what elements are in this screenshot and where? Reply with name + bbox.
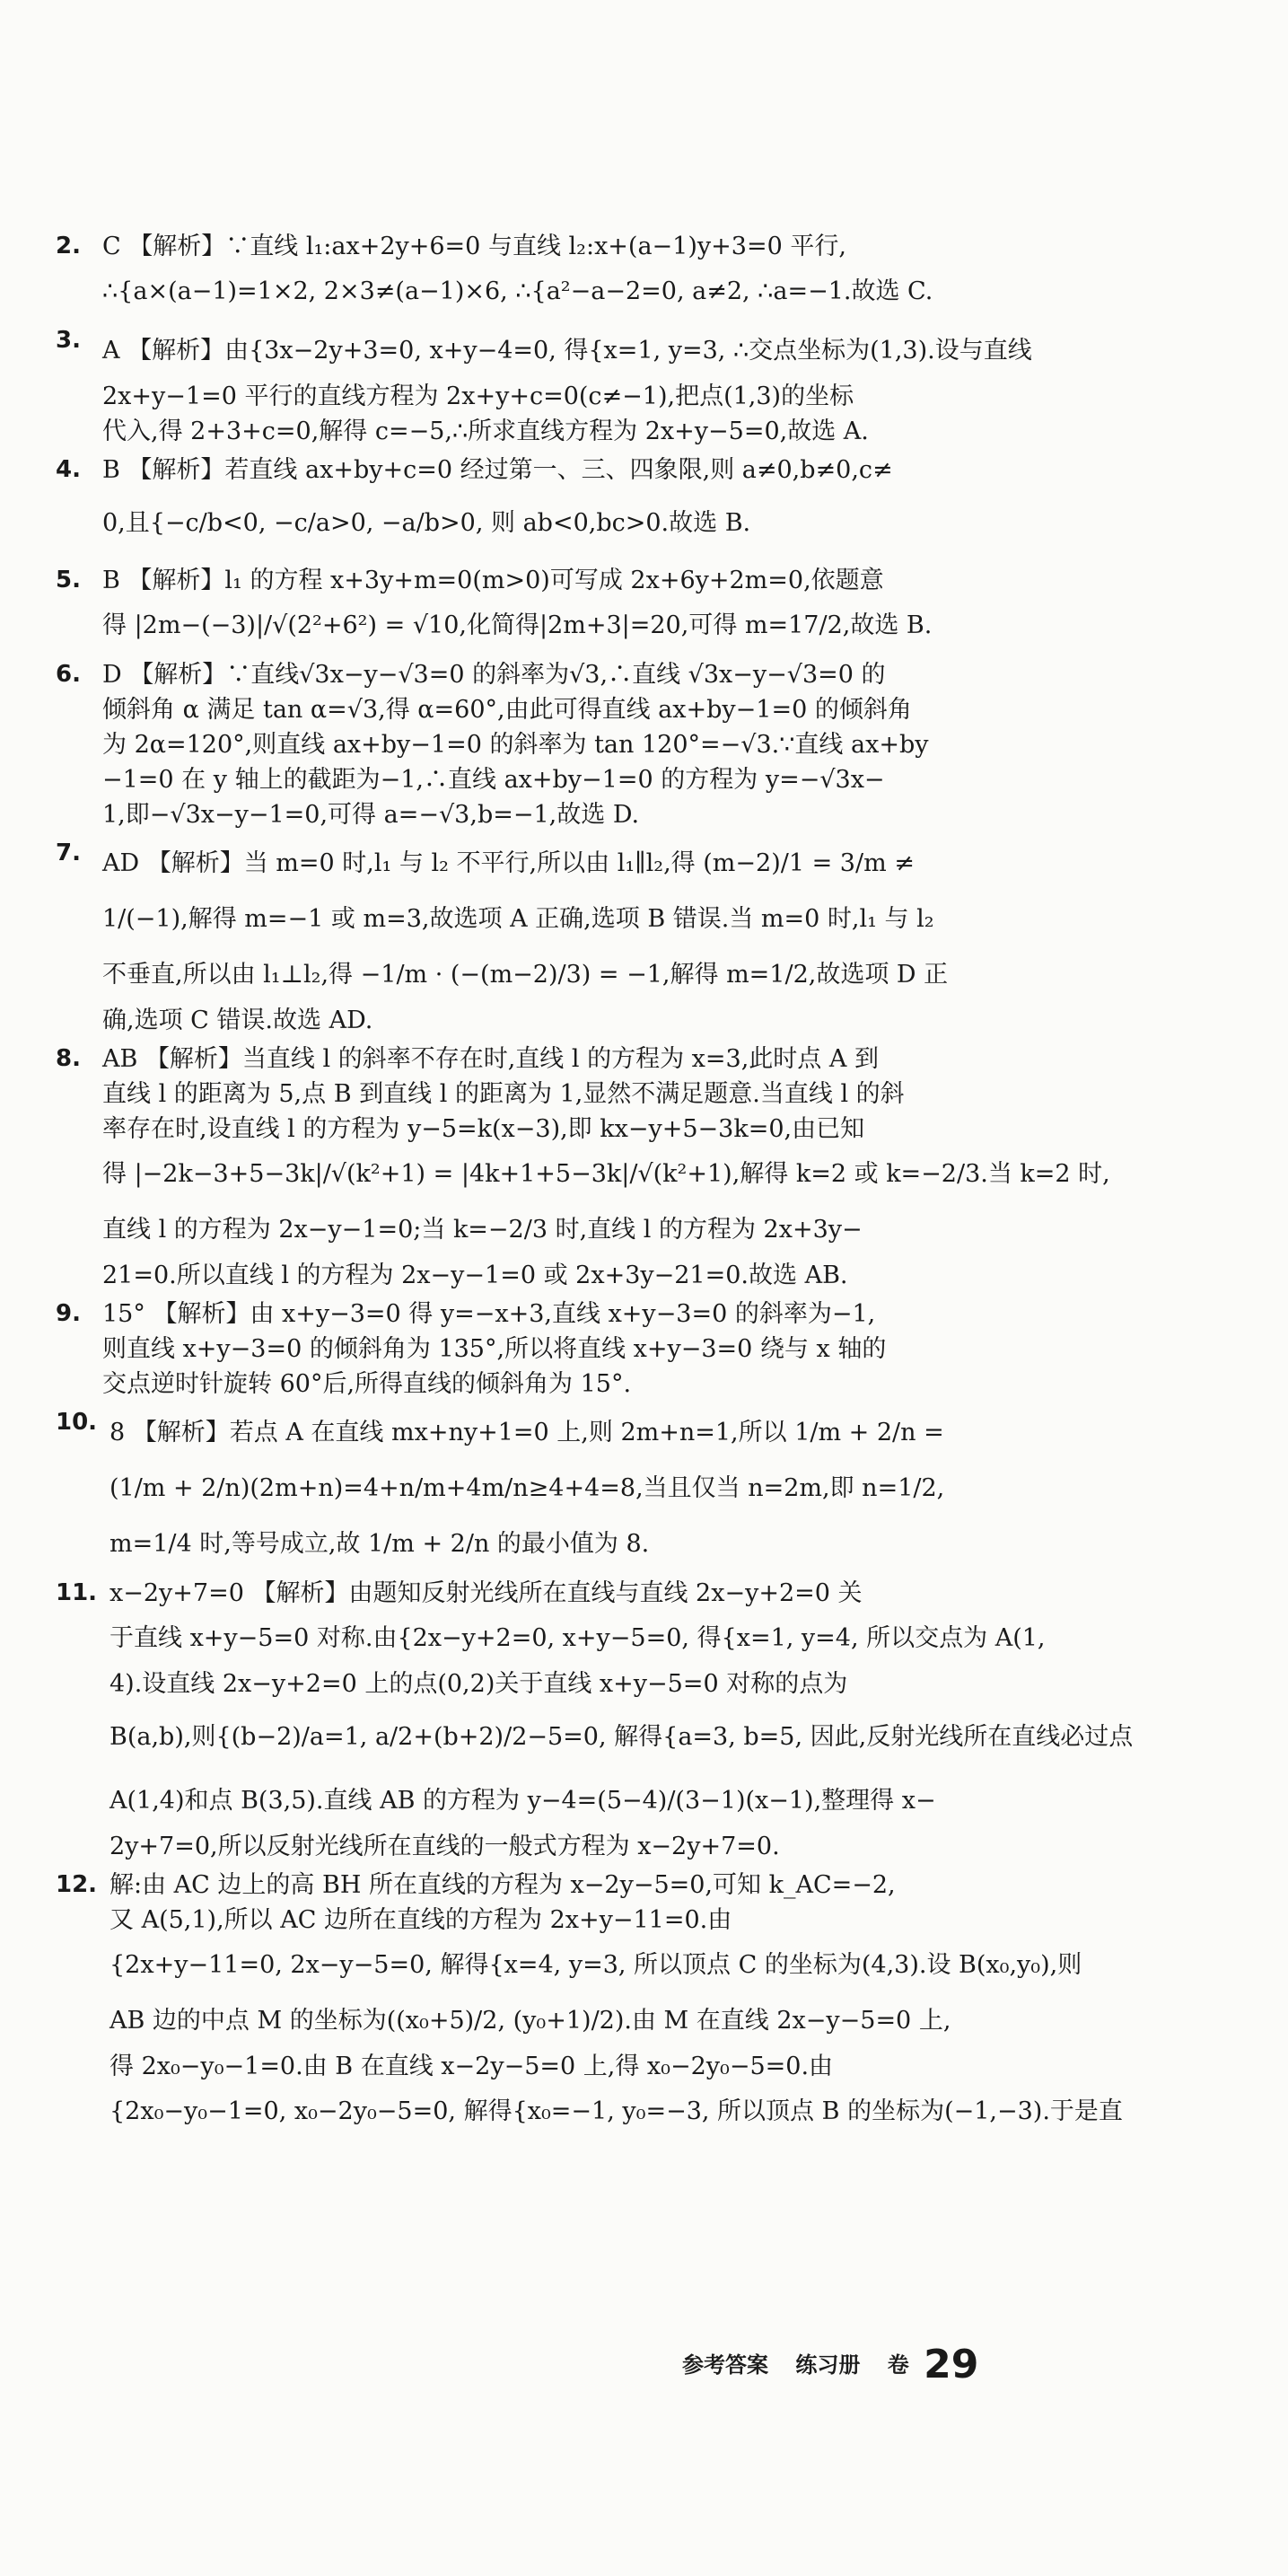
answer-item — [56, 323, 1034, 449]
answer-line: 直线 l 的方程为 2x−y−1=0;当 k=−2/3 时,直线 l 的方程为 2x+3y− — [102, 1216, 863, 1244]
answer-line: B 【解析】若直线 ax+by+c=0 经过第一、三、四象限,则 a≠0,b≠0,c≠ — [102, 456, 893, 484]
answer-line: 不垂直,所以由 l₁⊥l₂,得 −1/m · (−(m−2)/3) = −1,解得 m=1/2,故选项 D 正 — [102, 961, 949, 989]
answer-number: 2. — [56, 233, 81, 259]
answer-item — [56, 657, 1034, 832]
answer-line: B(a,b),则{(b−2)/a=1, a/2+(b+2)/2−5=0, 解得{a=3, b=5, 因此,反射光线所在直线必过点 — [110, 1723, 1134, 1751]
answer-line: B 【解析】l₁ 的方程 x+3y+m=0(m>0)可写成 2x+6y+2m=0,依题意 — [102, 567, 884, 594]
answer-item — [56, 1405, 1034, 1572]
answer-item — [56, 453, 1034, 559]
answer-line: 1,即−√3x−y−1=0,可得 a=−√3,b=−1,故选 D. — [102, 801, 640, 829]
answer-line: 8 【解析】若点 A 在直线 mx+ny+1=0 上,则 2m+n=1,所以 1/m + 2/n = — [110, 1419, 944, 1446]
answer-line: 得 |2m−(−3)|/√(2²+6²) = √10,化简得|2m+3|=20,可得 m=17/2,故选 B. — [102, 611, 933, 639]
footer-label-answers: 参考答案 — [682, 2352, 768, 2378]
answer-line: AB 【解析】当直线 l 的斜率不存在时,直线 l 的方程为 x=3,此时点 A 到 — [102, 1045, 879, 1073]
answer-line: 代入,得 2+3+c=0,解得 c=−5,∴所求直线方程为 2x+y−5=0,故选 A. — [102, 418, 869, 445]
answer-line: 0,且{−c/b<0, −c/a>0, −a/b>0, 则 ab<0,bc>0.故选 B. — [102, 509, 751, 537]
answer-line: AB 边的中点 M 的坐标为((x₀+5)/2, (y₀+1)/2).由 M 在直线 2x−y−5=0 上, — [110, 2007, 951, 2035]
answer-number: 4. — [56, 456, 81, 483]
answer-item — [56, 1042, 1110, 1293]
answer-item — [56, 1576, 1134, 1864]
page-footer — [682, 2342, 998, 2387]
answer-line: ∴{a×(a−1)=1×2, 2×3≠(a−1)×6, ∴{a²−a−2=0, a≠2, ∴a=−1.故选 C. — [102, 277, 933, 305]
answer-line: {2x+y−11=0, 2x−y−5=0, 解得{x=4, y=3, 所以顶点 C 的坐标为(4,3).设 B(x₀,y₀),则 — [110, 1951, 1082, 1979]
footer-label-workbook: 练习册 — [795, 2352, 861, 2378]
answer-list — [56, 229, 1134, 2143]
answer-number: 6. — [56, 661, 81, 688]
answer-number: 8. — [56, 1045, 81, 1072]
answer-line: C 【解析】∵直线 l₁:ax+2y+6=0 与直线 l₂:x+(a−1)y+3=0 平行, — [102, 233, 846, 260]
answer-line: 倾斜角 α 满足 tan α=√3,得 α=60°,由此可得直线 ax+by−1=0 的倾斜角 — [102, 696, 912, 724]
answer-line: m=1/4 时,等号成立,故 1/m + 2/n 的最小值为 8. — [110, 1530, 650, 1558]
answer-line: 则直线 x+y−3=0 的倾斜角为 135°,所以将直线 x+y−3=0 绕与 x 轴的 — [102, 1335, 887, 1363]
answer-line: 1/(−1),解得 m=−1 或 m=3,故选项 A 正确,选项 B 错误.当 m=0 时,l₁ 与 l₂ — [102, 905, 934, 933]
answer-line: A(1,4)和点 B(3,5).直线 AB 的方程为 y−4=(5−4)/(3−1)(x−1),整理得 x− — [110, 1787, 936, 1815]
answer-number: 10. — [56, 1409, 98, 1436]
answer-line: 率存在时,设直线 l 的方程为 y−5=k(x−3),即 kx−y+5−3k=0,由已知 — [102, 1115, 865, 1143]
answer-item — [56, 1868, 1123, 2140]
answer-item — [56, 836, 1034, 1038]
answer-number: 12. — [56, 1871, 98, 1898]
answer-line: 于直线 x+y−5=0 对称.由{2x−y+2=0, x+y−5=0, 得{x=1, y=4, 所以交点为 A(1, — [110, 1624, 1046, 1652]
footer-label-volume: 卷 — [887, 2352, 909, 2378]
answer-item — [56, 229, 1034, 320]
answer-line: AD 【解析】当 m=0 时,l₁ 与 l₂ 不平行,所以由 l₁∥l₂,得 (m−2)/1 = 3/m ≠ — [102, 849, 915, 877]
answer-line: 为 2α=120°,则直线 ax+by−1=0 的斜率为 tan 120°=−√3.∵直线 ax+by — [102, 731, 929, 759]
answer-line: 又 A(5,1),所以 AC 边所在直线的方程为 2x+y−11=0.由 — [110, 1906, 732, 1934]
answer-number: 5. — [56, 567, 81, 593]
answer-number: 7. — [56, 840, 81, 866]
answer-line: (1/m + 2/n)(2m+n)=4+n/m+4m/n≥4+4=8,当且仅当 n=2m,即 n=1/2, — [110, 1474, 945, 1502]
answer-line: 解:由 AC 边上的高 BH 所在直线的方程为 x−2y−5=0,可知 k_AC=−2, — [110, 1871, 896, 1899]
answer-line: 2y+7=0,所以反射光线所在直线的一般式方程为 x−2y+7=0. — [110, 1833, 780, 1860]
answer-item — [56, 563, 1034, 654]
answer-number: 3. — [56, 327, 81, 354]
answer-line: x−2y+7=0 【解析】由题知反射光线所在直线与直线 2x−y+2=0 关 — [110, 1579, 863, 1607]
answer-number: 9. — [56, 1300, 81, 1327]
answer-line: 得 2x₀−y₀−1=0.由 B 在直线 x−2y−5=0 上,得 x₀−2y₀−5=0.由 — [110, 2053, 834, 2080]
answer-line: 2x+y−1=0 平行的直线方程为 2x+y+c=0(c≠−1),把点(1,3)的坐标 — [102, 382, 854, 410]
answer-line: 确,选项 C 错误.故选 AD. — [102, 1007, 373, 1034]
page-number: 29 — [924, 2342, 979, 2387]
answer-line: 直线 l 的距离为 5,点 B 到直线 l 的距离为 1,显然不满足题意.当直线 l 的斜 — [102, 1080, 905, 1108]
answer-line: D 【解析】∵直线√3x−y−√3=0 的斜率为√3,∴直线 √3x−y−√3=0 的 — [102, 661, 886, 689]
answer-line: {2x₀−y₀−1=0, x₀−2y₀−5=0, 解得{x₀=−1, y₀=−3, 所以顶点 B 的坐标为(−1,−3).于是直 — [110, 2097, 1123, 2125]
answer-number: 11. — [56, 1579, 98, 1606]
answer-line: A 【解析】由{3x−2y+3=0, x+y−4=0, 得{x=1, y=3, ∴交点坐标为(1,3).设与直线 — [102, 337, 1032, 365]
answer-line: 4).设直线 2x−y+2=0 上的点(0,2)关于直线 x+y−5=0 对称的点为 — [110, 1670, 848, 1698]
answer-line: −1=0 在 y 轴上的截距为−1,∴直线 ax+by−1=0 的方程为 y=−√3x− — [102, 766, 885, 794]
answer-line: 15° 【解析】由 x+y−3=0 得 y=−x+3,直线 x+y−3=0 的斜率为−1, — [102, 1300, 876, 1328]
answer-line: 21=0.所以直线 l 的方程为 2x−y−1=0 或 2x+3y−21=0.故选 AB. — [102, 1262, 848, 1289]
answer-line: 交点逆时针旋转 60°后,所得直线的倾斜角为 15°. — [102, 1370, 632, 1398]
answer-line: 得 |−2k−3+5−3k|/√(k²+1) = |4k+1+5−3k|/√(k²+1),解得 k=2 或 k=−2/3.当 k=2 时, — [102, 1160, 1110, 1188]
answer-item — [56, 1297, 1034, 1402]
